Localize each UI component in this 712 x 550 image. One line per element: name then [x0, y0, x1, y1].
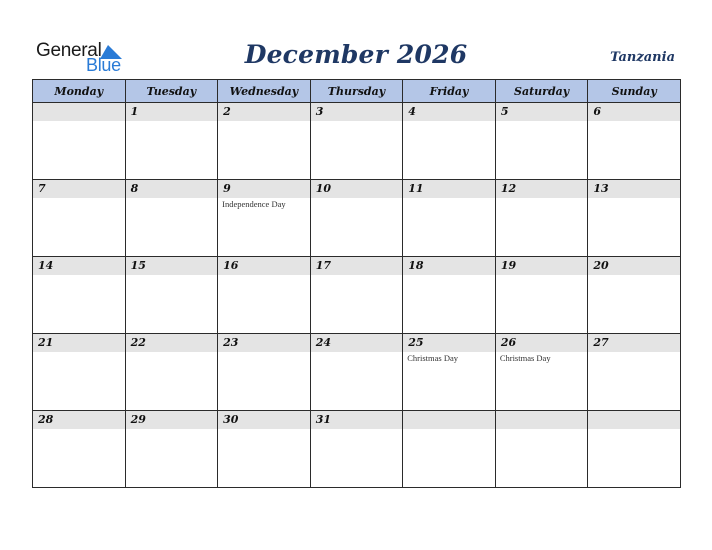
holiday-label: Christmas Day — [407, 353, 459, 363]
weekday-header-row — [33, 80, 681, 103]
day-number: 13 — [588, 180, 680, 198]
day-number: 25 — [403, 334, 495, 352]
calendar-week-row — [33, 103, 681, 180]
holiday-label — [403, 429, 495, 431]
calendar-grid — [32, 79, 681, 488]
calendar-day-cell — [403, 103, 496, 180]
holiday-label — [311, 352, 403, 354]
calendar-day-cell — [310, 180, 403, 257]
calendar-day-cell — [403, 334, 496, 411]
calendar-day-cell — [310, 334, 403, 411]
holiday-label — [403, 275, 495, 277]
holiday-label — [496, 275, 588, 277]
holiday-label — [218, 429, 310, 431]
holiday-label: Christmas Day — [499, 353, 551, 363]
day-number: 19 — [496, 257, 588, 275]
day-number: 15 — [126, 257, 218, 275]
day-number: 22 — [126, 334, 218, 352]
calendar-day-cell — [588, 257, 681, 334]
day-number: 12 — [496, 180, 588, 198]
holiday-label — [33, 275, 125, 277]
holiday-label — [126, 275, 218, 277]
day-number: 31 — [311, 411, 403, 429]
weekday-header: Tuesday — [125, 80, 218, 103]
holiday-label: Independence Day — [222, 199, 286, 209]
calendar-week-row — [33, 411, 681, 488]
calendar-day-cell — [495, 103, 588, 180]
calendar-day-cell — [403, 411, 496, 488]
day-number: 5 — [496, 103, 588, 121]
calendar-day-cell — [125, 411, 218, 488]
day-number: 2 — [218, 103, 310, 121]
holiday-label — [496, 121, 588, 123]
day-number: 4 — [403, 103, 495, 121]
calendar-day-cell — [218, 411, 311, 488]
holiday-label — [403, 121, 495, 123]
day-number: 9 — [218, 180, 310, 198]
calendar-day-cell — [495, 334, 588, 411]
calendar-day-cell — [495, 180, 588, 257]
holiday-label — [218, 275, 310, 277]
day-number: 28 — [33, 411, 125, 429]
country-label: Tanzania — [610, 50, 675, 65]
holiday-label — [126, 429, 218, 431]
weekday-header: Thursday — [310, 80, 403, 103]
calendar-day-cell — [33, 411, 126, 488]
calendar-day-cell — [310, 411, 403, 488]
day-number: 27 — [588, 334, 680, 352]
day-number: 26 — [496, 334, 588, 352]
calendar-day-cell — [588, 180, 681, 257]
day-number — [33, 103, 125, 121]
calendar-day-cell — [495, 257, 588, 334]
day-number: 8 — [126, 180, 218, 198]
calendar-day-cell — [125, 257, 218, 334]
holiday-label — [126, 198, 218, 200]
day-number: 10 — [311, 180, 403, 198]
day-number — [588, 411, 680, 429]
holiday-label — [126, 352, 218, 354]
holiday-label — [588, 429, 680, 431]
calendar-day-cell — [403, 180, 496, 257]
logo-text-general: General — [36, 40, 102, 61]
holiday-label — [126, 121, 218, 123]
calendar-day-cell — [310, 103, 403, 180]
holiday-label — [311, 275, 403, 277]
holiday-label — [496, 198, 588, 200]
day-number: 24 — [311, 334, 403, 352]
day-number: 3 — [311, 103, 403, 121]
calendar-day-cell — [33, 103, 126, 180]
calendar-day-cell — [125, 334, 218, 411]
calendar-day-cell — [218, 180, 311, 257]
calendar-day-cell — [218, 103, 311, 180]
day-number: 14 — [33, 257, 125, 275]
calendar-day-cell — [218, 334, 311, 411]
calendar-day-cell — [588, 103, 681, 180]
calendar-day-cell — [310, 257, 403, 334]
holiday-label — [311, 429, 403, 431]
day-number: 11 — [403, 180, 495, 198]
weekday-header: Wednesday — [218, 80, 311, 103]
weekday-header: Sunday — [588, 80, 681, 103]
day-number: 29 — [126, 411, 218, 429]
day-number: 7 — [33, 180, 125, 198]
holiday-label — [403, 198, 495, 200]
calendar-day-cell — [125, 180, 218, 257]
holiday-label — [588, 198, 680, 200]
holiday-label — [588, 121, 680, 123]
day-number: 16 — [218, 257, 310, 275]
calendar-day-cell — [33, 180, 126, 257]
day-number: 17 — [311, 257, 403, 275]
holiday-label — [33, 429, 125, 431]
calendar-day-cell — [125, 103, 218, 180]
calendar-day-cell — [33, 334, 126, 411]
weekday-header: Monday — [33, 80, 126, 103]
day-number: 21 — [33, 334, 125, 352]
holiday-label — [33, 352, 125, 354]
calendar-week-row — [33, 180, 681, 257]
day-number — [403, 411, 495, 429]
calendar-week-row — [33, 334, 681, 411]
holiday-label — [588, 275, 680, 277]
calendar-day-cell — [403, 257, 496, 334]
weekday-header: Friday — [403, 80, 496, 103]
holiday-label — [496, 429, 588, 431]
holiday-label — [311, 121, 403, 123]
holiday-label — [218, 352, 310, 354]
logo-text-blue: Blue — [86, 55, 121, 75]
calendar-day-cell — [495, 411, 588, 488]
day-number: 18 — [403, 257, 495, 275]
day-number: 23 — [218, 334, 310, 352]
day-number — [496, 411, 588, 429]
day-number: 6 — [588, 103, 680, 121]
holiday-label — [33, 198, 125, 200]
holiday-label — [311, 198, 403, 200]
holiday-label — [218, 121, 310, 123]
day-number: 20 — [588, 257, 680, 275]
calendar-day-cell — [588, 334, 681, 411]
holiday-label — [588, 352, 680, 354]
calendar-week-row — [33, 257, 681, 334]
calendar-day-cell — [588, 411, 681, 488]
day-number: 30 — [218, 411, 310, 429]
calendar-title: December 2026 — [244, 40, 468, 69]
calendar-day-cell — [218, 257, 311, 334]
day-number: 1 — [126, 103, 218, 121]
holiday-label — [33, 121, 125, 123]
calendar-day-cell — [33, 257, 126, 334]
weekday-header: Saturday — [495, 80, 588, 103]
